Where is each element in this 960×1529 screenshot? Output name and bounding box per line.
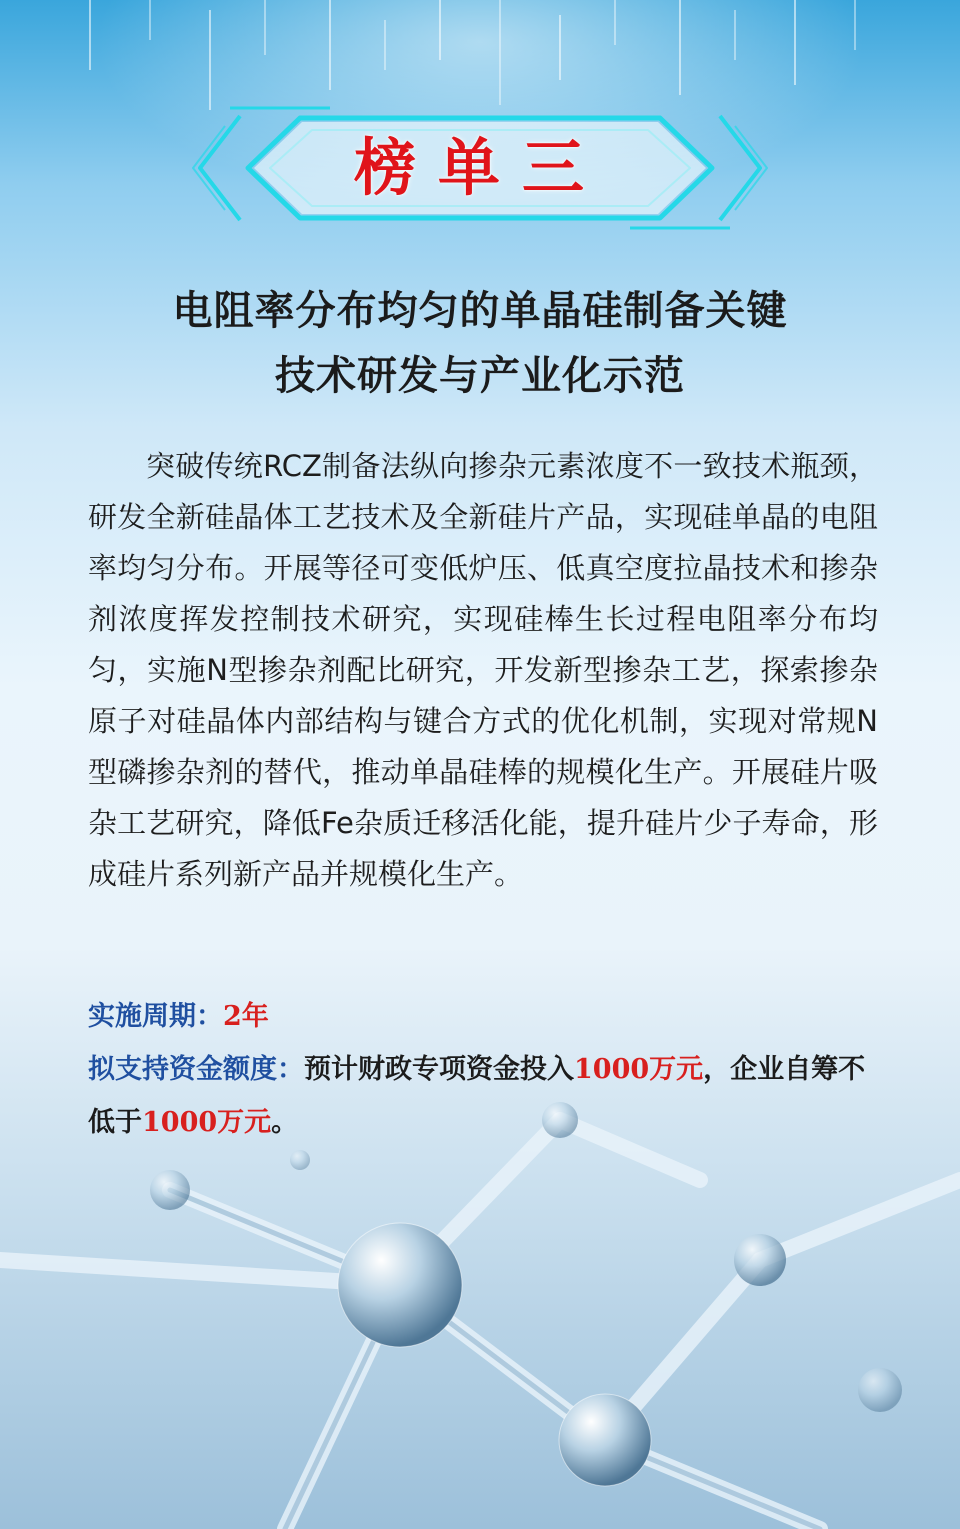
implementation-value: 2年 (223, 1001, 269, 1032)
funding-amount2: 1000万元 (142, 1107, 272, 1138)
funding-text3: 。 (271, 1107, 299, 1138)
implementation-label: 实施周期： (88, 1001, 223, 1032)
project-title (60, 278, 900, 408)
banner-title: 榜单三 (353, 131, 606, 204)
funding-text2: ，企业自筹不低于 (88, 1054, 866, 1138)
funding-amount1: 1000万元 (574, 1054, 704, 1085)
project-title-line2: 技术研发与产业化示范 (275, 352, 685, 399)
project-title-line1: 电阻率分布均匀的单晶硅制备关键 (172, 287, 788, 334)
project-description: 突破传统RCZ制备法纵向掺杂元素浓度不一致技术瓶颈，研发全新硅晶体工艺技术及全新硅片产品，实现硅单晶的电阻率均匀分布。开展等径可变低炉压、低真空度拉晶技术和掺杂剂浓度挥发控制技术研究，实现硅棒生长过程电阻率分布均匀，实施N型掺杂剂配比研究，开发新型掺杂工艺，探索掺杂原子对硅晶体内部结构与键合方式的优化机制，实现对常规N型磷掺杂剂的替代，推动单晶硅棒的规模化生产。开展硅片吸杂工艺研究，降低Fe杂质迁移活化能，提升硅片少子寿命，形成硅片系列新产品并规模化生产。 (88, 449, 878, 891)
implementation-period (88, 990, 878, 1043)
funding-text1: 预计财政专项资金投入 (304, 1054, 574, 1085)
project-meta (88, 990, 878, 1149)
funding-label: 拟支持资金额度： (88, 1054, 304, 1085)
funding-info (88, 1043, 878, 1149)
